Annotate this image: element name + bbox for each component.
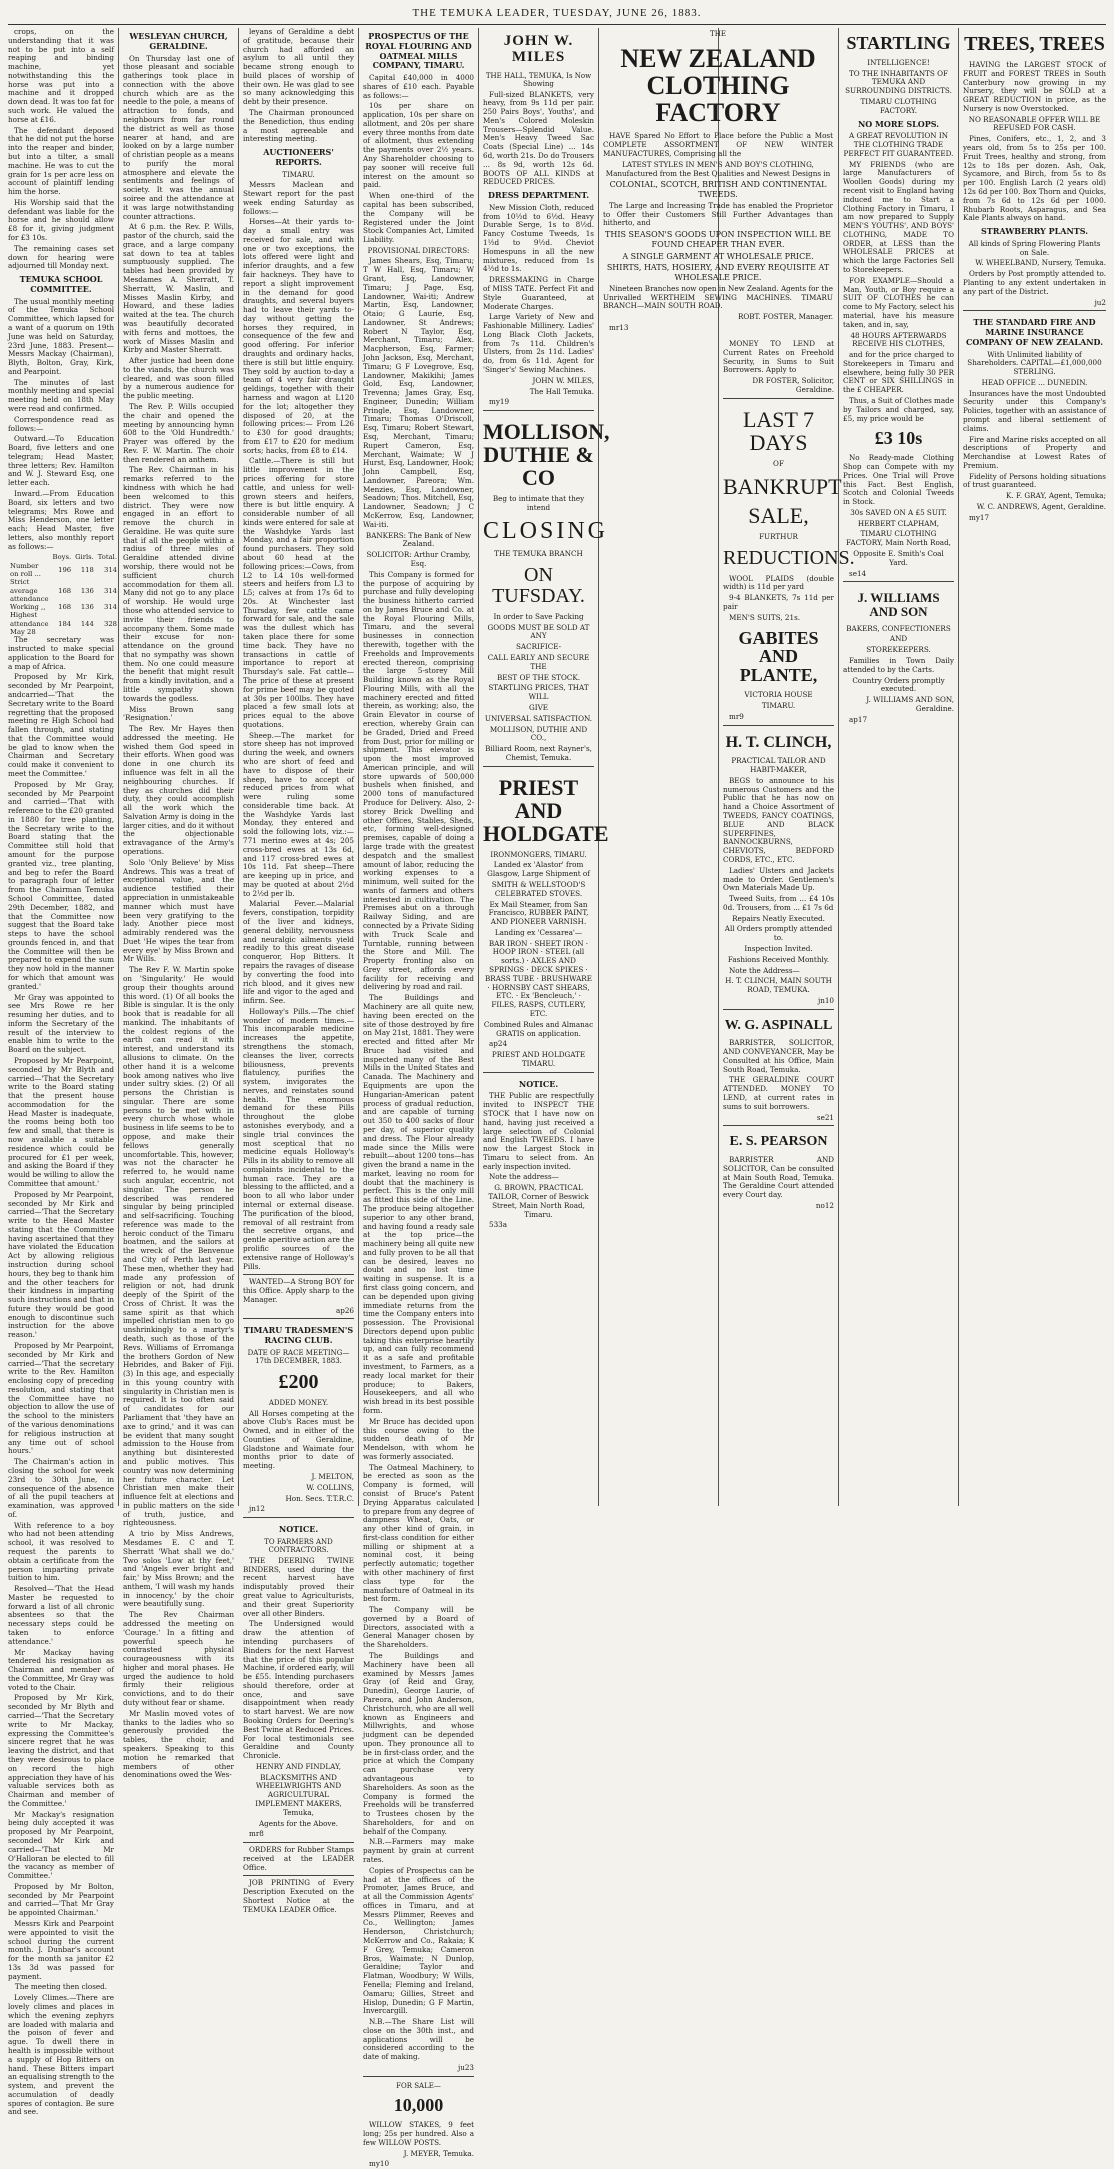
ad-subheading: IRONMONGERS, TIMARU. [490,850,587,859]
ad-signature: H. T. CLINCH, MAIN SOUTH ROAD, TEMUKA. [725,976,832,995]
article-paragraph: Proposed by Mr Pearpoint, seconded by Mr Kirk and carried—'That the Secretary write to the Head Master stating that the Committee having ascertained that they have violated the Education Act by allowing religious instruction during school hours, they beg to thank him and the other teachers for their kindness in imparting such instructions and that in future they would be good enough to discontinue such instruction for the above reason.' [8,1189,114,1340]
table-header-cell [8,553,51,561]
ad-text: SOLICITOR: Arthur Cramby, Esq. [366,550,471,568]
ad-code: my10 [369,2159,390,2169]
ad-signature: TIMARU CLOTHING FACTORY, Main North Road, [846,529,951,548]
article-heading: WESLEYAN CHURCH, GERALDINE. [129,31,228,51]
ad-text: SMITH & WELLSTOOD'S CELEBRATED STOVES. [491,880,586,898]
article-paragraph: The Rev. P. Wills occupied the chair and opened the meeting by announcing hymn 608 to the 'Old Hundredth.' Prayer was offered by the Rev. F. W. Martin. The choir then rendered an anthem. [123,401,234,464]
advertisement [723,725,834,1006]
ad-subheading: PROVISIONAL DIRECTORS: [367,246,470,255]
ad-heading: TIMARU TRADESMEN'S RACING CLUB. [243,1325,354,1346]
ad-amount: £3 10s [874,428,923,449]
ad-subheading: THE HALL, TEMUKA, Is Now Showing [485,71,592,89]
article-paragraph: Mr Maslin moved votes of thanks to the ladies who so generously provided the tables, the choir, and speakers. Speaking to this motion he remarked that members of other denominations owed the Wes- [123,1708,234,1780]
ad-text: GOODS MUST BE SOLD AT ANY [487,622,590,641]
column-rule [598,28,599,1506]
ad-signature: Agents for the Above. [258,1818,339,1828]
ad-text: The Company will be governed by a Board of Directors, associated with a General Manager chosen by the Shareholders. [363,1605,474,1650]
ad-text: UNIVERSAL SATISFACTION. [484,713,593,723]
ad-signature: BLACKSMITHS AND WHEELWRIGHTS AND AGRICULTURAL IMPLEMENT MAKERS, Temuka, [255,1772,342,1817]
column-9 [963,28,1106,1508]
ad-title: H. T. CLINCH, [725,733,832,751]
advertisement [363,2076,474,2169]
ad-text: Mr Bruce has decided upon this course owing to the sudden death of Mr Mendelson, with whom he was formerly associated. [363,1416,474,1461]
ad-text: HEAD OFFICE ... DUNEDIN. [981,377,1088,387]
ad-signature: Billiard Room, next Rayner's, Chemist, Temuka. [485,744,592,762]
ad-text: BAKERS, CONFECTIONERS [846,623,951,633]
ad-text: A GREAT REVOLUTION IN THE CLOTHING TRADE PERFECT FIT GUARANTEED. [843,131,954,158]
advertisement [243,1517,354,1839]
ad-code: my19 [489,397,510,407]
ad-text: Families in Town Daily attended to by the Carts. [843,656,954,674]
ad-text: N.B.—The Share List will close on the 30th inst., and applications will be considered according to the date of making. [363,2017,474,2062]
ad-text: Fire and Marine risks accepted on all descriptions of Property and Merchandise at Lowest Rates of Premium. [963,434,1106,470]
article-paragraph: His Worship said that the defendant was liable for the horse and he should allow £8 for it, giving judgment for £3 10s. [8,197,114,242]
advertisement [243,1318,354,1514]
ad-title: BANKRUPT [723,473,842,499]
ad-signature: HENRY AND FINDLAY, [255,1761,342,1771]
ad-title: JOHN W. MILES [503,33,574,65]
table-cell: Highest attendance May 28 [10,611,49,636]
ad-signature: Opposite E. Smith's Coal Yard. [853,549,944,567]
table-cell: Number on roll ... [10,561,41,579]
table-cell: 136 [80,586,94,595]
table-cell: 184 [58,619,72,628]
ad-heading: NO MORE SLOPS. [857,118,940,129]
ad-amount: 10,000 [393,2095,444,2116]
article-paragraph: The Rev. Mr Hayes then addressed the meeting. He wished them God speed in their efforts. When good was done in one church its influence was felt in all the neighbouring churches. If they as churches did their duty, they could accomplish all the work which the Salvation Army is doing in the larger cities, and do it without the objectionable extravagance of the Army's operations. [123,724,234,857]
ad-text: BEST OF THE STOCK. [496,672,581,682]
article-paragraph: At 6 p.m. the Rev. P. Wills, pastor of the church, said the grace, and a large company sat down to tea at tables sumptuously supplied. The tables had been provided by Mesdames A. Sherratt, T. Sherratt, W. Maslin, and Misses Maslin Kirby, and Howard, and these ladies waited at the tea. The church was beautifully decorated with ferns and mottoes, the work of Misses Maslin and Kirby and Master Sherratt. [123,222,234,355]
ad-text: SACRIFICE- [516,642,561,652]
ad-text: 30s SAVED ON A £5 SUIT. [850,507,947,517]
advertisement [843,581,954,724]
article-paragraph: Proposed by Mr Kirk, seconded by Mr Pearpoint, andcarried—'That the Secretary write to the Board regretting that the proposed meeting re High School had fallen through, and stating that the Committee would be glad to know when the Chairman and Secretary could make it convenient to meet the Committee.' [8,672,114,778]
ad-code: ap17 [849,714,868,724]
ad-heading: THE STANDARD FIRE AND MARINE INSURANCE COMPANY OF NEW ZEALAND. [966,317,1103,347]
table-cell: Strict average attendance [10,578,49,603]
article-paragraph: Proposed by Mr Pearpoint, seconded by Mr Blyth and carried—'That the Secretary write to the Board stating that the present house accommodation for the Head Master is inadequate, the rooms being both too few and small, that there is now available a suitable residence which could be procured for £1 per week, and asking the Board if they would be willing to allow the Committee that amount.' [8,1056,114,1188]
article-paragraph: Proposed by Mr Pearpoint, seconded by Mr Kirk and carried—'That the secretary write to the Rev. Hamilton enclosing copy of preceding resolution, and stating that the Committee have no objection to allow the use of the school to the ministers of the various denominations for religious instruction at any time out of school hours.' [8,1341,115,1456]
ad-text: Beg to intimate that they intend [492,494,585,513]
ad-text: GIVE [528,702,549,712]
ad-text: FURTHUR [759,531,798,541]
ad-text: Thus, a Suit of Clothes made by Tailors and charged, say, £5, my price would be [843,395,955,423]
ad-text: THIS SEASON'S GOODS UPON INSPECTION WILL BE FOUND CHEAPER THAN EVER. [605,230,831,249]
article-paragraph: Mr Mackay's resignation being duly accepted it was proposed by Mr Pearpoint, seconded Mr Kirk and carried—'That Mr O'Halloran be elected to fill the vacancy as member of Committee.' [8,1809,114,1881]
ad-text: Fidelity of Persons holding situations of trust guaranteed. [963,471,1106,490]
ad-text: Combined Rules and Almanac GRATIS on application. [483,1019,594,1038]
ad-text: Ladies' Ulsters and Jackets made to Order. Gentlemen's Own Materials Made Up. [723,865,834,893]
ad-signature: J. MELTON, [311,1471,354,1481]
ad-text: The Buildings and Machinery are all quite new, having been erected on the site of those destroyed by fire on May 21st, 1881. They were erected and fitted after Mr Bruce had visited and inspected many of the Best Mills in the United States and Canada. The Machinery and Equipments are upon the Hungarian-American patent process of gradual reduction, and are capable of turning out 350 to 400 sacks of flour per day, of superior quality and dress. The Flour already made since the Mills were rebuilt—about 1200 tons—has given the brand a name in the market, leaving no room for doubt that the machinery is perfect. This is the only mill as fitted this side of the Line. The produce being altogether superior to any other brand, and having found a ready sale at the top price—the machinery being all quite new and fully proven to be all that can be desired, leaves no doubt and no lost time waiting in suspense. It is a first class going concern, and can be depended upon giving immediate returns from the time the Company enters into possession. The Provisional Directors depend upon public taking this enterprise heartily up, and can fully recommend it as a safe and profitable investment, to Farmers, as a ready local market for their produce; to Bakers, Housekeepers, and all who wish bread in its best possible form. [363,993,474,1415]
article-paragraph: Mr Gray was appointed to see Mrs Rowe re her resuming her duties, and to inform the Secretary of the result of the interview to enable him to write to the Board on the subject. [8,992,114,1055]
ad-text: HAVE Spared No Effort to Place before the Public a Most COMPLETE ASSORTMENT OF NEW WINTER MANUFACTURES, Comprising all the [603,131,833,158]
column-rule [358,28,359,1506]
article-paragraph: Solo 'Only Believe' by Miss Andrews. This was a treat of exceptional value, and the audience testified their appreciation in unmistakeable manner which must have been very gratifying to the lady. Another piece most admirably rendered was the Duet 'He wipes the tear from every eye' by Miss Brown and Mr Wills. [123,857,234,964]
ad-subheading: ADDED MONEY. [268,1398,329,1407]
ad-text: 48 HOURS AFTERWARDS RECEIVE HIS CLOTHES, [850,330,947,349]
ad-text: and for the price charged to Storekeepers in Timaru and elsewhere, being fully 30 PER CENT or SIX SHILLINGS in the £ CHEAPER. [843,350,954,395]
ad-text: PRACTICAL TAILOR AND HABIT-MAKER, [731,756,826,775]
column-rule [118,28,119,1506]
ad-text: All kinds of Spring Flowering Plants on Sale. [968,238,1101,257]
ad-text: TO THE INHABITANTS OF TEMUKA AND SURROUNDING DISTRICTS. [845,68,952,96]
ad-text: THE GERALDINE COURT ATTENDED. MONEY TO LEND, at current rates in sums to suit borrowers. [723,1075,834,1111]
article-paragraph: The defendant deposed that he did not put the horse into the reaper and binder, but into a tilter, a small machine. He was to cut the grain for 1s per acre less on account of plaintiff lending him the horse. [8,125,114,197]
ad-text: 10s per share on application, 10s per share on allotment, and 20s per share every three months from date of allotment, thus extending the payments over 2½ years. Any Shareholder choosing to pay sooner will receive full interest on the amount so paid. [363,101,474,190]
advertisement [483,410,610,763]
ad-signature: W. WHEELBAND, Nursery, Temuka. [975,258,1106,268]
advertisement [723,1125,834,1210]
ad-text: THE DEERING TWINE BINDERS, used during the recent harvest have indisputably proved their great value to Agriculturists, and their great Superiority over all other Binders. [243,1555,354,1618]
ad-text: MONEY TO LEND at Current Rates on Freehold Security, in Sums to Suit Borrowers. Apply to [723,339,834,375]
table-row [8,578,119,603]
article-paragraph: The secretary was instructed to make special application to the Board for a map of Africa. [8,635,114,671]
ad-text: Pines, Conifers, etc., 1, 2, and 3 years old, from 5s to 25s per 100. Fruit Trees, healthy and strong, from 12s to 18s per dozen. Ash, Oak, Sycamore, and Birch, from 5s to 8s per 100. English Larch (2 years old) 12s 6d per 100. Box Thorn and Quicks, from 7s 6d to 12s 6d per 1000. Rhubarb Roots, Asparagus, and Sea Kale Plants always on hand. [963,134,1106,223]
ad-code: ju2 [1094,297,1106,307]
ad-text: STOREKEEPERS. [866,645,931,655]
ad-text: LATEST STYLES IN MEN'S AND BOY'S CLOTHING, Manufactured from the Best Qualities and Newest Designs in [605,159,831,178]
ad-signature: DR FOSTER, Solicitor, Geraldine. [752,376,834,394]
ad-text: MY FRIENDS (who are large Manufacturers of Woollen Goods) during my recent visit to England having induced me to Start a Clothing Factory in Timaru, I am now prepared to Supply MEN'S YOUTHS', AND BOYS' CLOTHING, MADE TO ORDER, at LESS than the WHOLESALE PRICES at which the large Factories Sell to Storekeepers. [843,159,954,275]
ad-text: When one-third of the capital has been subscribed, the Company will be Registered under the Joint Stock Companies Act, Limited Liability. [363,191,474,245]
ad-text: TIMARU CLOTHING FACTORY. [860,97,937,115]
ad-text: Capital £40,000 in 4000 shares of £10 each. Payable as follows:— [363,73,474,100]
column-rule [238,28,239,1506]
article-paragraph: The Rev. Chairman in his remarks referred to the kindness with which he had been welcomed to this district. They were now engaged in an effort to remove the church in Geraldine. He was quite sure that if all the people within a radius of three miles of Geraldine attended divine worship, there would not be sufficient church accommodation for them all. Many did not go to any place of worship. He would urge those who attended service to invite their friends to accompany them. Some made their excuse for non-attendance on the ground that no sympathy was shown them. No one could measure the benefit that might result from a kindly invitation, and a little sympathy shown towards the godless. [123,465,234,703]
ad-title: MOLLISON, DUTHIE & CO [483,419,610,491]
column-3 [243,27,354,1914]
masthead-rule [8,24,1106,25]
article-heading: TEMUKA SCHOOL COMMITTEE. [19,274,103,294]
ad-text: All Horses competing at the above Club's Races must be Owned, and in either of the Counties of Geraldine, Gladstone and Waimate four months prior to date of meeting. [243,1408,354,1471]
ad-text: DRESSMAKING in Charge of MISS TATE. Perfect Fit and Style Guaranteed, at Moderate Charges. [483,275,594,311]
ad-text: HAVING the LARGEST STOCK of FRUIT and FOREST TREES in South Canterbury now growing in my Nursery, they will be SOLD at a GREAT REDUCTION in price, as the Nursery is now Overstocked. [963,60,1106,113]
article-paragraph: The minutes of last monthly meeting and special meeting held on 18th May were read and confirmed. [8,377,114,413]
article-paragraph: Messrs Kirk and Pearpoint were appointed to visit the school during the current month. J. Dunbar's account for the month sa janitor £2 13s 3d was passed for payment. [8,1919,114,1981]
ad-text: FOR EXAMPLE—Should a Man, Youth, or Boy require a SUIT OF CLOTHES he can come to My Factory, select his material, have his measure taken, and in, say, [843,275,954,329]
ad-text: BEGS to announce to his numerous Customers and the Public that he has now on hand a Choice Assortment of TWEEDS, FANCY COATINGS, BLUE AND BLACK SUPERFINES, BANNOCKBURNS, CHEVIOTS, BEDFORD CORDS, ETC., ETC. [723,775,834,864]
article-paragraph: Horses—At their yards to-day a small entry was received for sale, and with one or two exceptions, the lots offered were light and inferior draughts, and a few fair hackneys. They have to report a slight improvement in the demand for good draughts, and several buyers had to leave their yards to-day without getting the horses they required, in consequence of the few and good offering. For inferior draughts and ordinary hacks, there is still but little enquiry. They sold by auction to-day a team of 4 very fair draught geldings, together with their harness and wagon at L120 for the lot; altogether they disposed of 20, at the following prices:— From L26 to £30 for good draughts; from £17 to £20 for medium sorts; hacks, from £8 to £14. [243,217,354,455]
ad-text: BARRISTER, SOLICITOR, AND CONVEYANCER, May be Consulted at his Office, Main South Road, Temuka. [723,1038,834,1074]
ad-code: jn12 [249,1504,266,1514]
column-rule [478,28,479,1506]
ad-text: STARTLING PRICES, THAT WILL [488,683,589,702]
table-header-cell: Boys. [52,553,72,562]
advertisement [723,398,855,722]
advertisement [243,1274,354,1315]
table-cell: 168 [58,603,72,612]
advertisement [963,310,1106,522]
article-paragraph: Inward.—From Education Board, six letters and two telegrams; Mrs Rowe and Miss Henderson, one letter each; Head Master, five letters, also monthly report as follows:— [8,489,114,551]
table-cell: 314 [104,586,118,595]
ad-text: OF [773,458,784,468]
ad-text: SHIRTS, HATS, HOSIERY, AND EVERY REQUISITE AT WHOLESALE PRICE. [606,263,830,283]
ad-title: CLOSING [483,517,609,544]
ad-heading: NOTICE. [278,1524,319,1535]
ad-code: jn10 [817,995,834,1005]
article-paragraph: Sheep.—The market for store sheep has not improved during the week, and owners who are short of feed and have to dispose of their sheep, have to accept of reduced prices from what were ruling some considerable time back. At the Washdyke Yards last Monday, they entered and sold the following lots, viz.:—771 merino ewes at 4s; 205 cross-bred ewes at 13s 6d, and 117 cross-bred ewes at 10s 11d. Fat sheep—There are keeping up in price, and may be quoted at about 2½d to 2½d per lb. [243,730,354,898]
ad-text: TIMARU. [761,700,796,710]
ad-text: No Ready-made Clothing Shop can Compete with my Prices. One Trial will Prove this Fact. Best English, Scotch and Colonial Tweeds in Stock. [843,453,954,507]
table-cell: 314 [104,603,118,612]
ad-text: Nineteen Branches now open in New Zealand. Agents for the Unrivalled WERTHEIM SEWING MACHINES. TIMARU BRANCH—MAIN SOUTH ROAD. [603,283,833,311]
ad-text: MEN'S SUITS, 21s. [729,612,801,622]
article-paragraph: The Rev Chairman addressed the meeting on 'Courage.' In a fitting and powerful speech he contrasted physical courageousness with its higher and moral phases. He urged the audience to hold firmly their religious convictions, and to do their duty without fear or shame. [123,1610,234,1708]
ad-text: In order to Save Packing [493,611,584,621]
advertisement [243,1842,354,1872]
table-header-cell: Girls. [75,553,94,562]
ad-text: 9-4 BLANKETS, 7s 11d per pair [723,593,834,611]
article-paragraph: Correspondence read as follows:— [8,414,114,433]
ad-text: COLONIAL, SCOTCH, BRITISH AND CONTINENTAL TWEEDS. [609,180,827,200]
ad-text: CALL EARLY AND SECURE THE [487,653,590,671]
ad-text: NO REASONABLE OFFER WILL BE REFUSED FOR CASH. [968,114,1101,133]
ad-text: WANTED—A Strong BOY for this Office. Apply sharp to the Manager. [243,1277,354,1304]
ad-signature: The Hall Temuka. [529,386,594,396]
article-paragraph: Mr Mackay having tendered his resignation as Chairman and member of the Committee, Mr Gray was voted to the Chair. [8,1647,114,1692]
article-paragraph: Proposed by Mr Gray, seconded by Mr Pearpoint and carried—'That with reference to the £20 granted in 1880 for tree planting, the Secretary write to the Board stating that the Committee still hold that amount for the purpose granted viz., tree planting, and beg to refer the Board to paragraph four of letter from the Chairman Temuka School Committee, dated 29th December, 1882, and that the Committee now suggest that the Board take steps to have the school grounds fenced in, and that the Committee will then be prepared to expend the sum they now hold in the manner for which that amount was granted.' [8,779,114,991]
ad-title: GABITES AND PLANTE, [738,627,819,686]
ad-code: se21 [816,1112,834,1122]
ad-text: Copies of Prospectus can be had at the offices of the Promoter, James Bruce, and at all the Commission Agents' offices in Timaru, and at Messrs Plimmer, Reeves and Co., Wellington; James Henderson, Christchurch; McKerrow and Co., Rakaia; K F Grey, Temuka; Cameron Bros, Waimate; N Dunlop, Geraldine; Taylor and Flatman, Woodbury; W Wills, Fenella; Fleming and Ireland, Oamaru; Gillies, Street and Hislop, Dunedin; G F Martin, Invercargill. [363,1865,474,2016]
ad-text: Ex Mail Steamer, from San Francisco, RUBBER PAINT, AND PIONEER VARNISH. [488,899,589,927]
ad-text: AND [889,634,908,644]
ad-text: BANKERS: The Bank of New Zealand. [365,530,472,549]
article-paragraph: With reference to a boy who had not been attending school, it was resolved to request the parents to obtain a certificate from the person imparting private tuition to him. [8,1520,114,1583]
ad-code: ap26 [335,1305,354,1315]
ad-title: LAST 7 DAYS [742,406,815,455]
ad-code: se14 [849,568,867,578]
advertisement [723,1009,834,1123]
ad-title: ON TUFSDAY. [492,563,585,607]
table-cell: 314 [104,565,118,574]
ad-signature: W. C. ANDREWS, Agent, Geraldine. [976,502,1106,512]
column-8 [843,28,954,1508]
article-paragraph: Miss Brown sang 'Resignation.' [123,704,234,723]
ad-text: BARRISTER AND SOLICITOR, Can be consulted at Main South Road, Temuka. The Geraldine Court attended every Court day. [723,1155,834,1200]
article-paragraph: The Rev F. W. Martin spoke on 'Singularity.' He would group their thoughts around this word. (1) Of all books the Bible is singular. It is the only book that is readable for all mankind. The inhabitants of the coldest regions of the earth can read it with interest, and understand its allusions to climate. On the other hand it is a welcome book among natives who live under sultry skies. (2) Of all persons the Christian is singular. There are some persons to be met with in every church whose whole business in life seems to be to oppose, and make their fellows generally uncomfortable. This, however, was not the character he referred to, he would name such angular, eccentric, not singular. The person he described was rendered singular by being principled and self-sacrificing. Touching reference was made to the heroic conduct of the Timaru boatmen, and the sailors at the wreck of the Benvenue and City of Perth last year. These men, whether they had made any profession of religion or not, had drunk deeply of the Spirit of the Cross of Christ. It was the same spirit as that which impelled christian men to go unshrinkingly to a martyr's death, such as those of the Revs. Williams of Erromanga the brothers Gordon of New Hebrides, and Baker of Fiji. (3) In this age, and especially in this young country with singularity in Christian men is required. It is too often said of candidates for our Parliament that 'they have an axe to grind,' and it was can be evident that many sought admission to the House from anything but disinterested and public motives. This country was now determining her future character. Let Christian men make their influence felt at elections and in public matters on the side of truth, justice, and righteousness. [123,965,234,1528]
ad-code: ap24 [489,1039,508,1049]
ad-subheading: THE [710,30,726,38]
article-paragraph: The Chairman pronounced the Benediction, thus ending a most agreeable and interesting meeting. [243,108,354,144]
ad-signature: HERBERT CLAPHAM, [857,518,940,528]
article-paragraph: On Thursday last one of those pleasant and sociable gatherings took place in connection with the above church which are as the needle to the pole, a means of attraction to fonds, and neighbours from far round the district as well as those nearer at hand, and are looked on by a large number of christian people as a means to purify the moral atmosphere and elevate the sentiments and feelings of society. It was the annual soiree and the attendance at it was large notwithstanding counter attractions. [123,53,234,221]
ad-text: Tweed Suits, from ... £4 10s 0d. Trousers, from ... £1 7s 6d [723,894,834,912]
article-paragraph: The meeting then closed. [14,1982,108,1992]
ad-signature: W. COLLINS, [306,1482,354,1492]
table-cell: 168 [58,586,72,595]
ad-text: WOOL PLAIDS (double width) is 11d per yard [723,573,834,592]
table-row [8,611,119,636]
ad-code: 533a [489,1220,508,1230]
ad-text: Note the address— [489,1172,559,1182]
article-paragraph: Proposed by Mr Kirk, seconded by Mr Blyth and carried—'That the Secretary write to Mr Mackay, expressing the Committee's sincere regret that he was leaving the district, and that they were desirous to place on record the high appreciation they have of his valuable services both as Chairman and member of the Committee.' [8,1693,114,1808]
column-6-banner [603,28,833,338]
ad-heading: STRAWBERRY PLANTS. [981,226,1088,237]
ad-code: no12 [815,1200,834,1210]
article-paragraph: Lovely Climes.—There are lovely climes and places in which the evening zephyrs are loaded with malaria and the poison of fever and ague. To dwell there in health is impossible without a supply of Hop Bitters on hand. These Bitters impart an equalising strength to the system, and prevent the accumulation of deadly spores of contagion. Be sure and see. [8,1993,114,2117]
ad-signature: K. F. GRAY, Agent, Temuka; [1006,491,1106,501]
ad-title: SALE, [748,502,809,528]
article-subheading: TIMARU. [282,170,315,179]
table-cell: Working ,, [10,603,46,612]
table-cell: 118 [80,565,94,574]
column-rule [838,28,839,1506]
article-paragraph: Malarial Fever.—Malarial fevers, constipation, torpidity of the liver and kidneys, general debility, nervousness and neuralgic ailments yield readily to this great disease conqueror, Hop Bitters. It repairs the ravages of disease by converting the food into rich blood, and it gives new life and vigor to the aged and infirm. See. [243,899,354,1006]
table-cell: 144 [80,619,94,628]
ad-code: mr13 [609,323,629,333]
ad-title: NEW ZEALAND CLOTHING FACTORY [620,43,816,128]
ad-text: THE Public are respectfully invited to INSPECT THE STOCK that I have now on hand, having just received a large selection of Colonial and English TWEEDS. I have now the Largest Stock in Timaru to select from. An early inspection invited. [483,1091,594,1171]
table-header-row [8,553,119,561]
column-rule [958,28,959,1506]
ad-text: Repairs Neatly Executed. [732,913,825,923]
table-header-cell: Total. [97,553,118,562]
article-paragraph: The usual monthly meeting of the Temuka School Committee, which lapsed for a want of a quorum on 19th June was held on Saturday, 23rd June, 1883. Present—Messrs Mackay (Chairman), Blyth, Bolton, Gray, Kirk, and Pearpoint. [8,296,114,376]
ad-text: THE TEMUKA BRANCH [494,549,583,559]
ad-signature: ROBT. FOSTER, Manager. [737,312,833,322]
ad-text: Landed ex 'Alastor' from Glasgow, Large Shipment of [487,860,590,879]
ad-text: James Shears, Esq, Timaru; T W Hall, Esq, Timaru; W Grant, Esq, Landowner, Timaru; J Page, Esq, Landowner, Wai-iti; Andrew Martin, Esq, Landowner, Otaio; G Laurie, Esq, Landowner, St Andrews; Robert N Taylor, Esq, Merchant, Timaru; Alex. Macpherson, Esq, Farmer; John Jackson, Esq, Merchant, Timaru; G F Lovegrove, Esq, Landowner, Makikihi; James Gold, Esq, Landowner, Trevenna; James Gray, Esq, Engineer, Dunedin; William Pringle, Esq, Landowner, Timaru; Thomas O'Driscoll, Esq, Timaru; Robert Stewart, Esq, Merchant, Timaru; Rupert Cameron, Esq, Merchant, Waimate; W J Hurst, Esq, Landowner, Hook; John Campbell, Esq, Landowner, Pareora; Wm. Menzies, Esq, Landowner, Seadown; Thos. Mitchell, Esq, Landowner, Seadown; J C McKerrow, Esq, Landowner, Wai-iti. [363,256,474,529]
ad-heading: DRESS DEPARTMENT. [488,190,589,201]
article-paragraph: Outward.—To Education Board, five letters and one telegram; Head Master, three letters; Rev. Hamilton and W. J. Steward Esq, one letter each. [8,434,114,488]
ad-text: ORDERS for Rubber Stamps received at the LEADER Office. [243,1845,354,1872]
ad-signature: J. MEYER, Temuka. [403,2148,474,2158]
article-paragraph: A trio by Miss Andrews, Mesdames E. C and T. Sherratt 'What shall we do.' Two solos 'Low at thy feet,' and 'Angels ever bright and fair,' by Miss Brown; and the anthem, 'I will wash my hands in innocency,' by the choir were beautifully sung. [123,1529,234,1609]
ad-text: The Large and Increasing Trade has enabled the Proprietor to Offer their Customers Still Further Advantages than hitherto, and [603,200,833,228]
ad-text: Full-sized BLANKETS, very heavy, from 9s 11d per pair. 250 Pairs Boys', Youths', and Men's Colored Moleskin Trousers—Splendid Value. Men's Heavy Tweed Sac Coats (Special Line) ... 14s 6d, worth 21s. Do do Trousers ... 8s 9d, worth 12s 6d. BOOTS OF ALL KINDS at REDUCED PRICES. [483,89,594,187]
prospectus-title: PROSPECTUS OF THE ROYAL FLOURING AND OATMEAL MILLS COMPANY, TIMARU. [365,31,472,71]
ad-text: New Mission Cloth, reduced from 10½d to 6½d. Heavy Durable Serge, 1s to 8½d. Fancy Costume Tweeds, 1s 1½d to 9½d. Cheviot Homespuns in all the new mixtures, reduced from 1s 4½d to 1s. [483,202,594,274]
table-cell: 136 [80,603,94,612]
ad-subheading: DATE OF RACE MEETING— 17th DECEMBER, 1883. [247,1348,350,1366]
column-7 [723,339,855,1508]
ad-text: Landing ex 'Cessarea'— [494,927,583,937]
ad-text: This Company is formed for the purpose of acquiring by purchase and fully developing the business hitherto carried on by James Bruce and Co. at the Royal Flouring Mills, Timaru, and the several businesses in connection therewith, together with the Freeholds and Improvements erected thereon, comprising the large 5-storey Mill Building known as the Royal Flouring Mills, with all the machinery erected and fitted therein, as working; also, the Grain Elevator in course of erection, whereby Grain can be Graded, Dried and Freed from Dust, prior for milling or shipment. This elevator is upon the most improved American principle, and will store upwards of 500,000 bushels when finished, and 2000 tons of manufactured Produce for Delivery. Also, 2-storey Brick Dwelling and other Offices, Stables, Sheds, etc, forming well-designed premises, capable of doing a large trade with the greatest despatch and the smallest amount of labor, reducing the working expenses to a minimum, well suited for the wants of farmers and others interested in cultivation. The Premises abut on a through Railway Siding, and are connected by a Private Siding with Truck Scale and Turntable, running between the Store and Mill. The Property fronting also on Grey street, affords every facility for receiving and delivering by road and rail. [363,569,474,992]
ad-heading: NOTICE. [518,1078,559,1089]
ad-text: The Buildings and Machinery have been all examined by Messrs James Gray (of Reid and Gray, Dunedin), George Laurie, of Pareora, and John Anderson, Christchurch, who are all well known as Engineers and Millwrights, and whose judgment can be depended upon. They pronounce all to be in first-class order, and the price at which the Company can purchase very advantageous to Shareholders. As soon as the Company is formed the Freeholds will be transferred to Trustees chosen by the Shareholders, for and on behalf of the Company. [363,1651,474,1836]
ad-signature: JOHN W. MILES, [532,375,594,385]
article-paragraph: crops, on the understanding that it was not to be put into a self reaping and binding machine, yet notwithstanding this the horse was put into a machine and it dropped down dead. It was too fat for such work. He valued the horse at £16. [8,27,114,124]
ad-subheading: FOR SALE— [396,2081,441,2090]
ad-code: mr8 [249,1829,264,1839]
table-cell: 328 [104,619,118,628]
ad-title: W. G. ASPINALL [724,1017,833,1033]
ad-text: With Unlimited liability of Shareholders. CAPITAL—£1,000,000 STERLING. [967,349,1102,377]
ad-title: E. S. PEARSON [729,1134,828,1150]
ad-text: Large Variety of New and Fashionable Millinery. Ladies' Long Black Cloth Jackets, from 7s 11d. Children's Ulsters, from 2s 11d. Ladies' do, from 6s 11d. Agent for 'Singer's' Sewing Machines. [483,312,594,374]
column-4 [363,28,474,2169]
article-paragraph: Cattle.—There is still but little improvement in the prices offering for store cattle, and unless for well-grown steers and heifers, there is but little enquiry. A considerable number of all kinds were entered for sale at the Washdyke Yards last Monday, and a fair proportion found purchasers. They sold about 60 head at the following prices:—Cows, from L2 to L4 10s well-formed steers and heifers from L3 to L5; calves at from 17s 6d to 20s. At Winchester last Thursday, few cattle came forward for sale, and the sale was the dullest which has taken place there for some time back. They have no transactions in cattle of importance to report at Thursday's sale. Fat cattle—The price of these at present for prime beef may be quoted at 30s per 100lbs. They have placed a few small lots at prices equal to the above quotations. [243,456,354,729]
article-paragraph: The Chairman's action in closing the school for week 23rd to 30th June, in consequence of the absence of all the pupil teachers at examination, was approved of. [8,1457,114,1519]
article-paragraph: Proposed by Mr Bolton, seconded by Mr Pearpoint and carried—'That Mr Gray be appointed Chairman.' [8,1881,114,1918]
ad-text: BAR IRON · SHEET IRON · HOOP IRON · STEEL (all sorts.) · AXLES AND SPRINGS · DECK SPIKES · BRASS TUBE · BRUSHWARE · HORNSBY CAST SHEARS, ETC. · Ex 'Bencleuch,' · FILES, RASPS, CUTLERY, ETC. [485,938,592,1018]
masthead [0,0,1114,26]
ad-text: Inspection Invited. [744,943,813,953]
masthead-title: THE TEMUKA LEADER, TUESDAY, JUNE 26, 1883. [412,7,702,19]
ad-text: The Oatmeal Machinery, to be erected as soon as the Company is formed, will consist of Bruce's Patent Drying Apparatus calculated to prepare from any degree of dampness Wheat, Oats, or any other kind of grain, in first-class condition for either milling or shipment at a nominal cost, it being perfectly automatic; together with other machinery of first class type for the manufacture of Oatmeal in its best form. [363,1462,474,1604]
article-paragraph: Holloway's Pills.—The chief wonder of modern times.—This incomparable medicine increases the appetite, strengthens the stomach, cleanses the liver, corrects biliousness, prevents flatulency, purifies the system, invigorates the nerves, and reinstates sound health. The enormous demand for these Pills throughout the globe astonishes everybody, and a single trial convinces the most sceptical that no medicine equals Holloway's Pills in its ability to remove all complaints incidental to the human race. They are a blessing to the afflicted, and a boon to all who labor under internal or external disease. The purification of the blood, removal of all restraint from the secretive organs, and gentle aperitive action are the prolific sources of the extensive range of Holloway's Pills. [243,1006,354,1271]
ad-code: mr9 [729,711,744,721]
ad-text: The Undersigned would draw the attention of intending purchasers of Binders for the next Harvest that the price of this popular Machine, if ordered early, will be £55. Intending purchasers should therefore, order at once, and save disappointment when ready to start harvest. We are now Booking Orders for Deering's Best Twine at Reduced Prices. For local testimonials see Geraldine and County Chronicle. [243,1619,354,1761]
article-paragraph: Messrs Maclean and Stewart report for the past week ending Saturday as follows:— [243,180,354,216]
table-row [8,603,119,611]
column-5 [483,28,610,1508]
ad-code: my17 [969,512,990,522]
ad-title: REDUCTIONS. [723,546,855,569]
ad-text: All Orders promptly attended to. [724,924,833,943]
column-1 [8,27,118,2117]
ad-amount: £200 [278,1370,319,1393]
ad-text: Insurances have the most Undoubted Security under this Company's Policies, together with an assistance of prompt and liberal settlement of claims. [963,388,1106,433]
attendance-table [8,553,119,636]
ad-signature: MOLLISON, DUTHIE AND CO., [489,724,588,743]
ad-text: N.B.—Farmers may make payment by grain at current rates. [363,1837,474,1864]
table-cell: 196 [58,565,72,574]
ad-text: A SINGLE GARMENT AT WHOLESALE PRICE. [622,251,814,261]
ad-text: Fashions Received Monthly. [727,954,830,964]
ad-signature: J. WILLIAMS AND SON, Geraldine. [866,695,954,713]
article-heading: AUCTIONEERS' REPORTS. [263,147,334,167]
column-2 [123,28,234,1780]
article-paragraph: The remaining cases set down for hearing were adjourned till Monday next. [8,243,114,271]
ad-signature: G. BROWN, PRACTICAL TAILOR, Corner of Beswick Street, Main North Road, Timaru. [488,1183,589,1219]
article-paragraph: Resolved—'That the Head Master be requested to forward a list of all chronic absentees so that the necessary steps could be taken to enforce attendance.' [8,1584,114,1646]
ad-text: Country Orders promptly executed. [852,675,945,694]
ad-signature: PRIEST AND HOLDGATE TIMARU. [491,1050,586,1068]
ad-text: Orders by Post promptly attended to. Planting to any extent undertaken in any part of the District. [963,269,1106,296]
advertisement [483,766,609,1069]
advertisement [243,1875,354,1914]
ad-text: JOB PRINTING of Every Description Executed on the Shortest Notice at the TEMUKA LEADER Office. [243,1878,354,1914]
article-paragraph: leyans of Geraldine a debt of gratitude, because their church had afforded an asylum to all until they became strong enough to build places of worship of their own. He was glad to see so many acknowledging this debt by their presence. [243,27,354,107]
ad-text: Note the Address— [729,965,800,975]
ad-subheading: TO FARMERS AND CONTRACTORS. [264,1537,333,1555]
table-row [8,562,119,579]
ad-signature: Hon. Secs. T.T.R.C. [285,1493,354,1503]
ad-text: WILLOW STAKES, 9 feet long; 25s per hundred. Also a few WILLOW POSTS. [363,2120,474,2147]
ad-title: STARTLING [846,33,951,53]
ad-text: VICTORIA HOUSE [744,690,813,700]
ad-title: PRIEST AND HOLDGATE [483,774,609,846]
ad-code: ju23 [457,2062,474,2072]
article-paragraph: After justice had been done to the viands, the church was cleared, and was soon filled by a numerous audience for the public meeting. [123,356,234,401]
ad-title: TREES, TREES [964,33,1105,55]
advertisement [483,1072,594,1230]
ad-text: INTELLIGENCE! [867,57,930,67]
ad-title: J. WILLIAMS AND SON [857,590,940,620]
